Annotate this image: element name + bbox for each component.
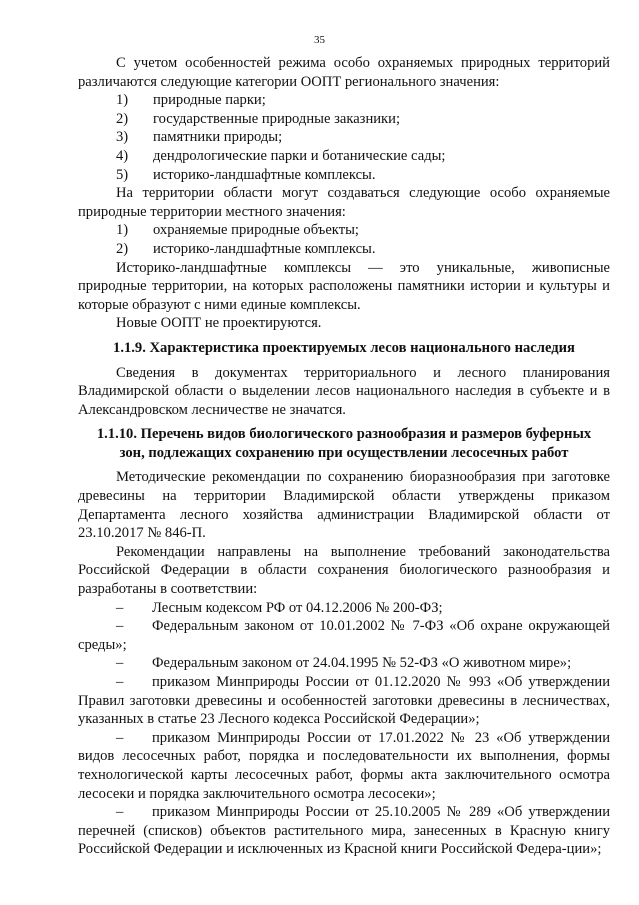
list-item-text: историко-ландшафтные комплексы. bbox=[153, 166, 376, 183]
list-item-number: 2) bbox=[116, 110, 129, 127]
list-item bbox=[78, 673, 610, 729]
list-item-number: 4) bbox=[116, 147, 129, 164]
list-item-number: 5) bbox=[116, 166, 129, 183]
dash-bullet: – bbox=[116, 804, 124, 821]
list-item-number: 1) bbox=[116, 222, 129, 239]
list-item-text: природные парки; bbox=[153, 92, 266, 109]
list-item-text: приказом Минприроды России от 25.10.2005 № 289 «Об утверждении перечней (списков) объектов растительного мира, занесенных в Красную книгу Российской Федерации и исключенных из Красной книги Российской Федера-ции»; bbox=[78, 804, 610, 858]
list-item bbox=[78, 617, 610, 654]
paragraph-national-heritage: Сведения в документах территориального и лесного планирования Владимирской области о выделении лесов национального наследия в субъекте и в Александровском лесничестве не значатся. bbox=[78, 364, 610, 418]
section-heading-1-1-10 bbox=[78, 425, 610, 462]
list-item-text: дендрологические парки и ботанические сады; bbox=[153, 147, 446, 164]
heading-line: 1.1.10. Перечень видов биологического разнообразия и размеров буферных bbox=[96, 426, 592, 443]
list-item bbox=[78, 91, 610, 110]
list-item-text: приказом Минприроды России от 01.12.2020 № 993 «Об утверждении Правил заготовки древесины и особенностей заготовки древесины в лесничествах, указанных в статье 23 Лесного кодекса Российской Федерации»; bbox=[78, 674, 610, 728]
list-item bbox=[78, 803, 610, 859]
list-item-text: Федеральным законом от 24.04.1995 № 52-ФЗ «О животном мире»; bbox=[152, 655, 572, 672]
list-item bbox=[78, 599, 610, 618]
legal-acts-list bbox=[78, 599, 610, 859]
list-item bbox=[78, 240, 610, 259]
list-item-number: 1) bbox=[116, 92, 129, 109]
dash-bullet: – bbox=[116, 599, 124, 616]
list-item bbox=[78, 110, 610, 129]
dash-bullet: – bbox=[116, 729, 124, 746]
dash-bullet: – bbox=[116, 674, 124, 690]
list-item-text: Федеральным законом от 10.01.2002 № 7-ФЗ «Об охране окружающей среды»; bbox=[78, 618, 610, 653]
paragraph-recommendations-basis: Рекомендации направлены на выполнение требований законодательства Российской Федерации в области сохранения биологического разнообразия и разработаны в соответствии: bbox=[78, 543, 610, 598]
local-categories-list bbox=[78, 221, 610, 258]
list-item bbox=[78, 221, 610, 240]
list-item-number: 3) bbox=[116, 129, 129, 146]
list-item-text: памятники природы; bbox=[153, 129, 283, 146]
dash-bullet: – bbox=[116, 655, 124, 672]
list-item-text: государственные природные заказники; bbox=[153, 110, 401, 127]
list-item-number: 2) bbox=[116, 240, 129, 257]
paragraph-methodical-recommendations: Методические рекомендации по сохранению биоразнообразия при заготовке древесины на территории Владимирской области утверждены приказом Департамента лесного хозяйства администрации Владимирской области от 23.10.2017 № 846-П. bbox=[78, 469, 610, 542]
list-item bbox=[78, 654, 610, 673]
paragraph-local-intro: На территории области могут создаваться следующие особо охраняемые природные территории местного значения: bbox=[78, 185, 610, 220]
list-item-text: охраняемые природные объекты; bbox=[153, 222, 359, 239]
paragraph-new-oopt: Новые ООПТ не проектируются. bbox=[116, 315, 322, 332]
list-item bbox=[78, 166, 610, 185]
paragraph-historical-complexes: Историко-ландшафтные комплексы — это уникальные, живописные природные территории, на которых расположены памятники истории и культуры и которые образуют с ними единые комплексы. bbox=[78, 259, 610, 313]
list-item-text: приказом Минприроды России от 17.01.2022 № 23 «Об утверждении видов лесосечных работ, порядка и последовательности их выполнения, формы технологической карты лесосечных работ, формы акта заключительного осмотра лесосеки и порядка заключительного осмотра лесосеки»; bbox=[78, 729, 610, 802]
list-item bbox=[78, 729, 610, 803]
list-item bbox=[78, 128, 610, 147]
regional-categories-list bbox=[78, 91, 610, 184]
page-number: 35 bbox=[314, 34, 325, 46]
document-body bbox=[78, 54, 610, 859]
dash-bullet: – bbox=[116, 618, 124, 635]
list-item-text: Лесным кодексом РФ от 04.12.2006 № 200-ФЗ; bbox=[152, 599, 443, 616]
heading-line: зон, подлежащих сохранению при осуществлении лесосечных работ bbox=[119, 444, 569, 461]
list-item-text: историко-ландшафтные комплексы. bbox=[153, 240, 376, 257]
list-item bbox=[78, 147, 610, 166]
section-heading-1-1-9: 1.1.9. Характеристика проектируемых лесов национального наследия bbox=[113, 339, 575, 356]
paragraph-regional-intro: С учетом особенностей режима особо охраняемых природных территорий различаются следующие категории ООПТ регионального значения: bbox=[78, 55, 610, 90]
